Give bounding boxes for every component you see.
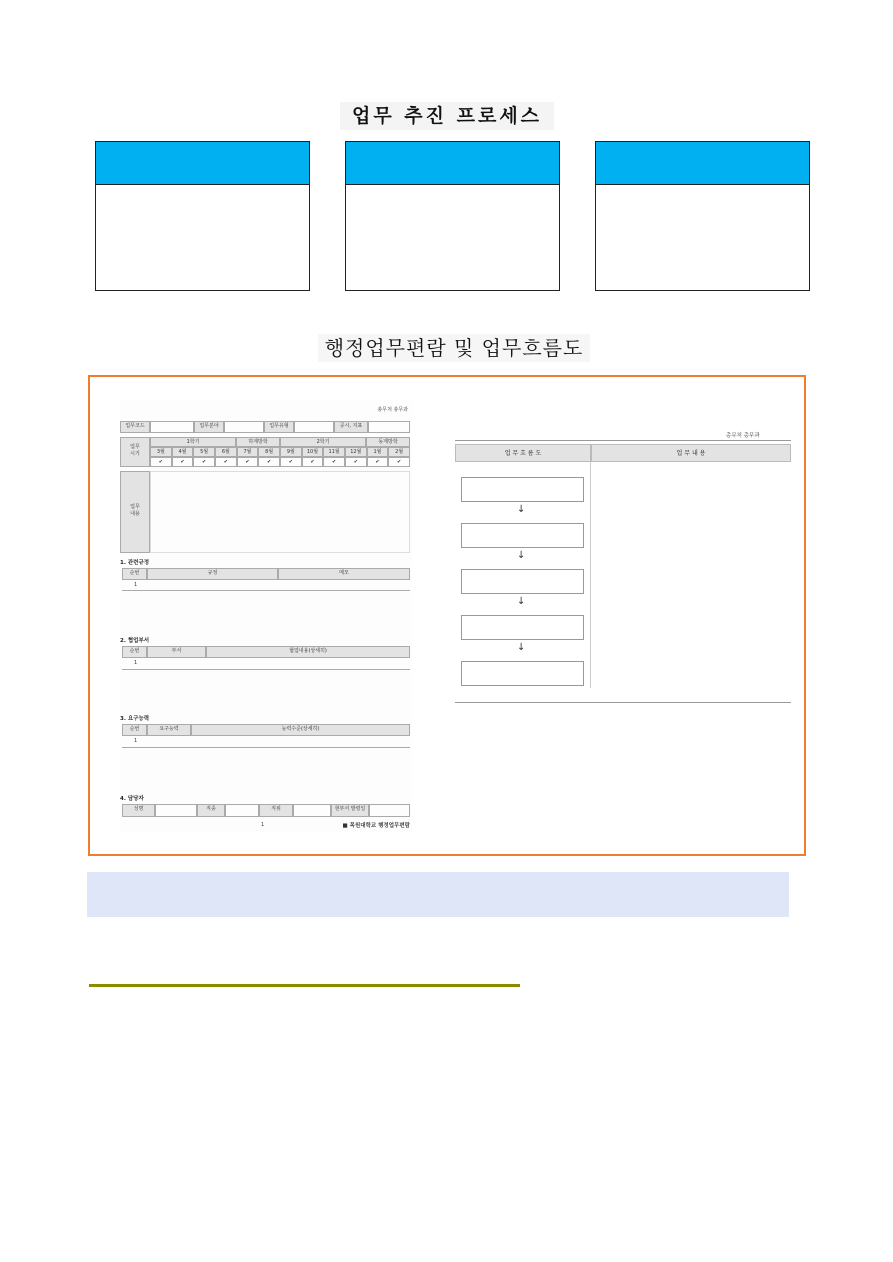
row-divider [122,669,410,670]
col-header: 순번 [122,646,147,658]
right-dept-label: 총무처 총무과 [726,433,760,439]
month-cell: 6월 [215,447,237,457]
month-cell: 11월 [323,447,345,457]
section-competency: 3. 요구능력 [120,716,150,722]
process-box-1 [95,141,310,291]
month-cell: 12월 [345,447,367,457]
col-header: 순번 [122,568,147,580]
month-cell: 10월 [302,447,324,457]
section-cooperation: 2. 협업부서 [120,638,150,644]
check-icon: ✔ [215,457,237,467]
name-label: 성명 [122,804,155,817]
col-header: 순번 [122,724,147,736]
down-arrow-icon: ↓ [517,550,526,561]
col-header: 부서 [147,646,206,658]
handbook-title: 행정업무편람 및 업무흐름도 [318,334,590,362]
left-form-page [120,400,412,832]
flow-step-box [461,523,584,548]
check-icon: ✔ [150,457,172,467]
right-bottom-line [455,702,791,703]
check-icon: ✔ [258,457,280,467]
process-box-header [96,142,309,185]
down-arrow-icon: ↓ [517,642,526,653]
field-value [224,421,264,433]
month-cell: 5월 [193,447,215,457]
type-value [294,421,334,433]
field-label: 업무분야 [194,421,224,433]
flow-step-box [461,477,584,502]
name-value [155,804,197,817]
footer-text: ■ 목원대학교 행정업무편람 [342,823,410,829]
check-icon: ✔ [172,457,194,467]
period-group: 2학기 [280,437,366,447]
process-box-header [346,142,559,185]
month-cell: 4월 [172,447,194,457]
disclosure-value [368,421,410,433]
section-related-rules: 1. 관련규정 [120,560,150,566]
flow-column-header: 업 무 흐 름 도 [455,444,591,462]
flow-step-box [461,615,584,640]
content-label: 업무 내용 [120,471,150,553]
process-title: 업무 추진 프로세스 [340,102,554,130]
process-box-2 [345,141,560,291]
row-number: 1 [134,660,138,666]
month-cell: 3월 [150,447,172,457]
page-number: 1 [261,822,265,828]
check-icon: ✔ [323,457,345,467]
check-icon: ✔ [345,457,367,467]
col-header: 규정 [147,568,278,580]
check-icon: ✔ [388,457,410,467]
right-top-line [455,440,791,441]
section-person-in-charge: 4. 담당자 [120,796,144,802]
month-cell: 2월 [388,447,410,457]
column-divider [590,462,591,688]
note-bar [87,872,789,917]
content-column-header: 업 무 내 용 [591,444,791,462]
month-cell: 7월 [237,447,259,457]
check-icon: ✔ [367,457,389,467]
job-type-label: 직종 [197,804,225,817]
period-group: 1학기 [150,437,236,447]
process-box-3 [595,141,810,291]
row-number: 1 [134,582,138,588]
period-label: 업무 시기 [120,437,150,467]
month-cell: 8월 [258,447,280,457]
col-header: 능력수준(상세히) [191,724,410,736]
period-group: 동계방학 [366,437,410,447]
down-arrow-icon: ↓ [517,504,526,515]
position-value [293,804,331,817]
row-number: 1 [134,738,138,744]
row-divider [122,590,410,591]
code-value [150,421,194,433]
check-icon: ✔ [237,457,259,467]
col-header: 메모 [278,568,410,580]
appointment-label: 현부서 발령일 [331,804,369,817]
period-group: 하계방학 [236,437,280,447]
row-divider [122,747,410,748]
down-arrow-icon: ↓ [517,596,526,607]
flow-step-box [461,569,584,594]
flow-step-box [461,661,584,686]
disclosure-label: 공시, 지표 [334,421,368,433]
content-area [150,471,410,553]
job-type-value [225,804,259,817]
check-icon: ✔ [302,457,324,467]
check-icon: ✔ [280,457,302,467]
col-header: 요구능력 [147,724,191,736]
type-label: 업무유형 [264,421,294,433]
month-cell: 1월 [367,447,389,457]
position-label: 직위 [259,804,293,817]
month-cell: 9월 [280,447,302,457]
appointment-value [369,804,410,817]
process-box-header [596,142,809,185]
check-icon: ✔ [193,457,215,467]
col-header: 협업내용(상세히) [206,646,410,658]
code-label: 업무코드 [120,421,150,433]
section-rule [89,984,520,987]
dept-label: 총무처 총무과 [377,407,408,413]
